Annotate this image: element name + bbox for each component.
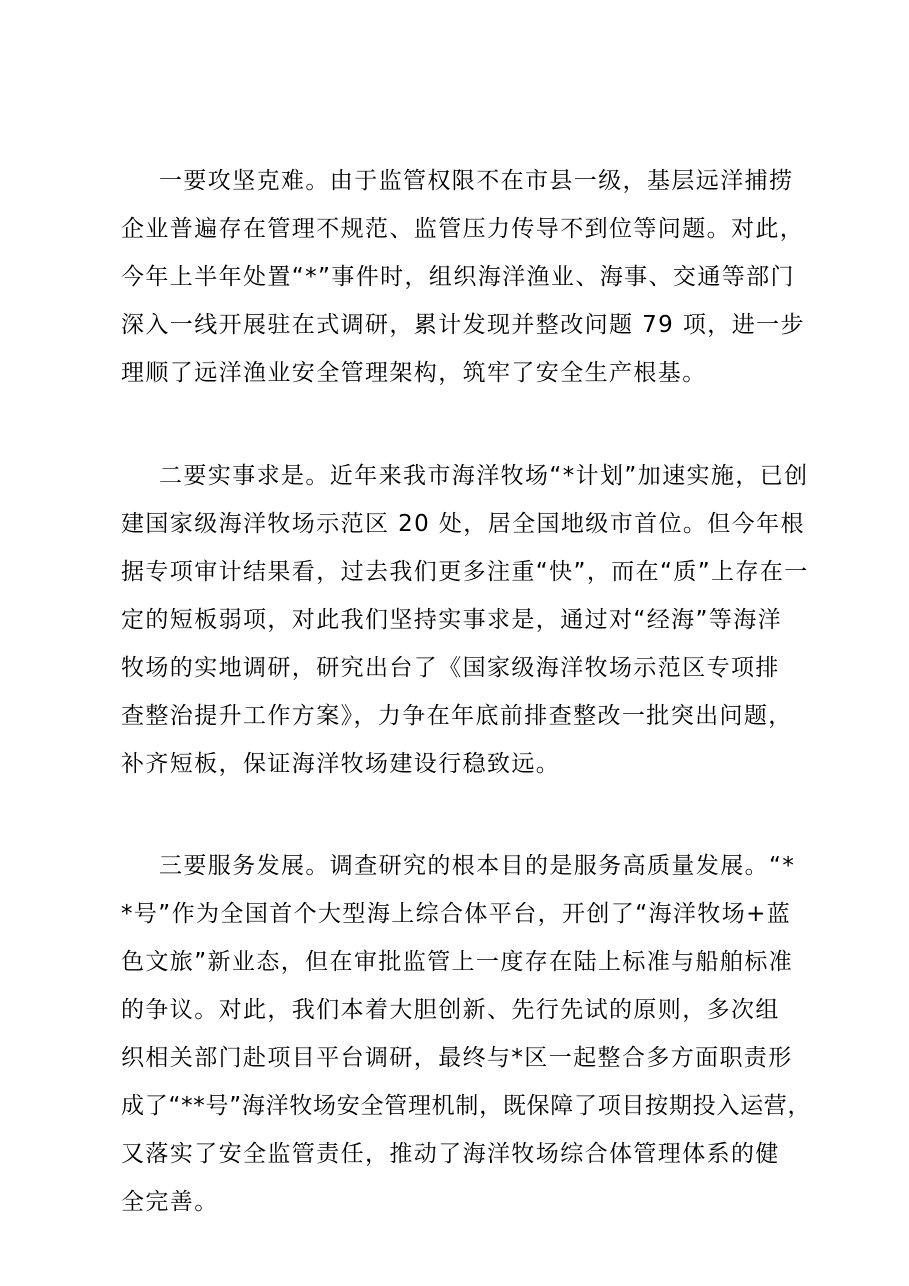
paragraph-2 [121, 452, 811, 788]
text-line: 查整治提升工作方案》，力争在年底前排查整改一批突出问题， [121, 703, 793, 729]
text-line: 理顺了远洋渔业安全管理架构，筑牢了安全生产根基。 [121, 360, 707, 386]
text-line: 定的短板弱项，对此我们坚持实事求是，通过对“经海”等海洋 [121, 607, 783, 633]
text-line: *号”作为全国首个大型海上综合体平台，开创了“海洋牧场+蓝 [121, 901, 792, 927]
text-line: 深入一线开展驻在式调研，累计发现并整改问题 79 项，进一步 [121, 312, 805, 338]
text-line: 企业普遍存在管理不规范、监管压力传导不到位等问题。对此， [121, 216, 805, 242]
text-line: 三要服务发展。调查研究的根本目的是服务高质量发展。“* [159, 853, 796, 879]
paragraph-1 [121, 157, 811, 397]
paragraph-3 [121, 842, 811, 1226]
text-line: 牧场的实地调研，研究出台了《国家级海洋牧场示范区专项排 [121, 655, 780, 681]
text-line: 一要攻坚克难。由于监管权限不在市县一级，基层远洋捕捞 [159, 168, 794, 194]
text-line: 二要实事求是。近年来我市海洋牧场“*计划”加速实施，已创 [159, 463, 809, 489]
text-line: 色文旅”新业态，但在审批监管上一度存在陆上标准与船舶标准 [121, 949, 794, 975]
text-line: 又落实了安全监管责任，推动了海洋牧场综合体管理体系的健 [121, 1141, 780, 1167]
text-line: 成了“**号”海洋牧场安全管理机制，既保障了项目按期投入运营， [121, 1093, 812, 1119]
text-line: 的争议。对此，我们本着大胆创新、先行先试的原则，多次组 [121, 997, 780, 1023]
text-line: 织相关部门赴项目平台调研，最终与*区一起整合多方面职责形 [121, 1045, 793, 1071]
text-line: 建国家级海洋牧场示范区 20 处，居全国地级市首位。但今年根 [121, 511, 805, 537]
text-line: 今年上半年处置“*”事件时，组织海洋渔业、海事、交通等部门 [121, 264, 795, 290]
text-line: 据专项审计结果看，过去我们更多注重“快”，而在“质”上存在一 [121, 559, 809, 585]
text-line: 全完善。 [121, 1189, 219, 1215]
text-line: 补齐短板，保证海洋牧场建设行稳致远。 [121, 751, 561, 777]
